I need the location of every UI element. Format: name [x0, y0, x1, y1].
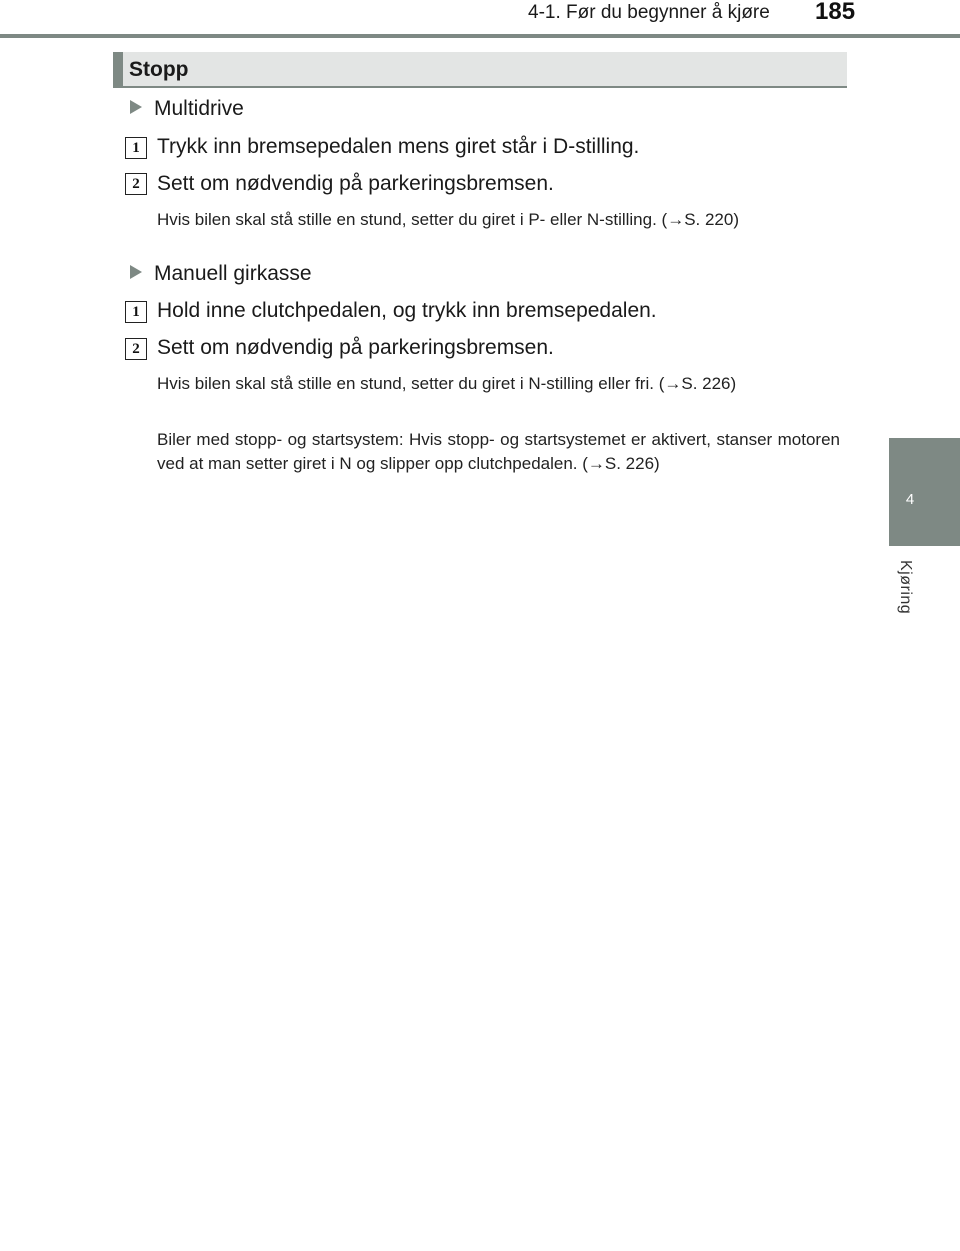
step-number-badge: 2 — [125, 338, 147, 360]
note-paragraph: Biler med stopp- og startsystem: Hvis stopp- og startsystemet er aktivert, stanser motoren ved at man setter giret i N og slipper opp clutchpedalen. (→S. 226) — [157, 430, 840, 473]
side-tab-label: Kjøring — [897, 560, 914, 615]
section-title: Stopp — [129, 58, 189, 81]
step-number-badge: 2 — [125, 173, 147, 195]
page-number: 185 — [815, 0, 856, 25]
step-text: Sett om nødvendig på parkeringsbremsen. — [157, 336, 554, 359]
chapter-side-tab[interactable] — [889, 438, 960, 546]
chapter-title: 4-1. Før du begynner å kjøre — [528, 2, 770, 23]
subheading-label: Manuell girkasse — [154, 262, 312, 285]
step-number-badge: 1 — [125, 137, 147, 159]
subheading-multidrive — [130, 97, 244, 121]
note-paragraph: Hvis bilen skal stå stille en stund, setter du giret i P- eller N-stilling. (→S. 220) — [157, 210, 740, 229]
subheading-label: Multidrive — [154, 97, 244, 120]
note-paragraph: Hvis bilen skal stå stille en stund, setter du giret i N-stilling eller fri. (→S. 226) — [157, 374, 737, 393]
triangle-bullet-icon — [130, 265, 142, 279]
header-rule — [0, 34, 960, 38]
section-heading-bar — [113, 52, 847, 88]
triangle-bullet-icon — [130, 100, 142, 114]
step-text: Sett om nødvendig på parkeringsbremsen. — [157, 172, 554, 195]
step-text: Trykk inn bremsepedalen mens giret står i D-stilling. — [157, 135, 640, 158]
section-bar-accent — [113, 52, 123, 86]
subheading-manual — [130, 262, 312, 286]
side-tab-number: 4 — [905, 491, 915, 508]
step-number-badge: 1 — [125, 301, 147, 323]
step-text: Hold inne clutchpedalen, og trykk inn bremsepedalen. — [157, 299, 657, 322]
